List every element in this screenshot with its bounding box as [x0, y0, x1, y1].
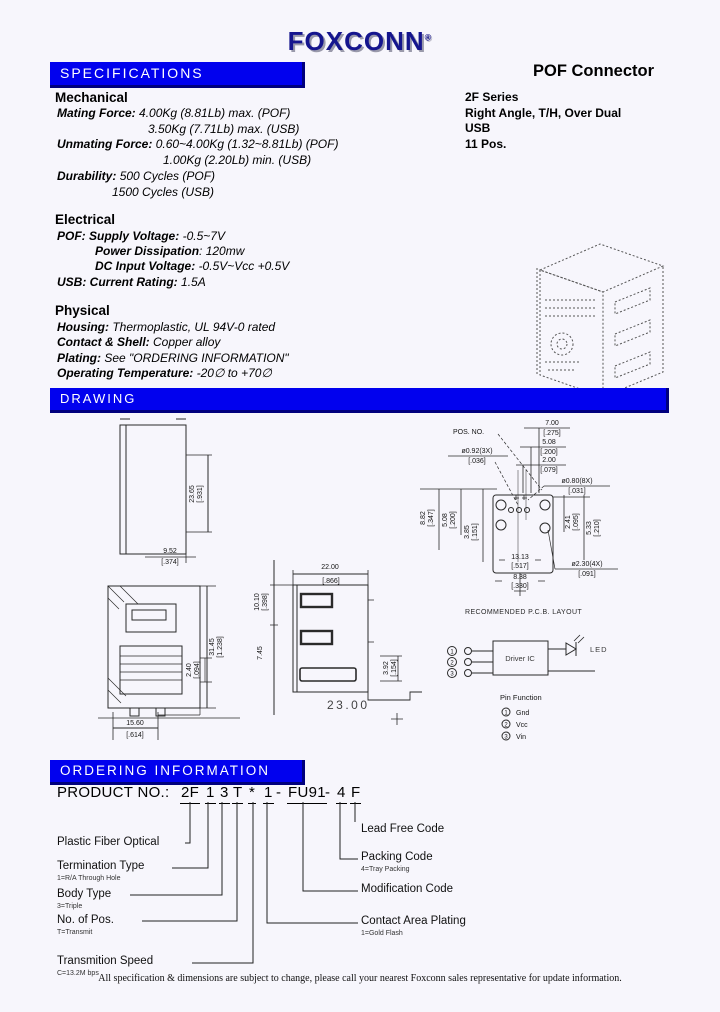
series-line: USB — [465, 121, 491, 135]
spec-value: -0.5~7V — [182, 229, 225, 243]
dim-label: [1.238] — [217, 636, 224, 658]
dim-label: [.374] — [161, 559, 179, 566]
registered-mark: ® — [424, 32, 433, 43]
code-segment: 1 — [205, 784, 216, 804]
led-label: LED — [590, 645, 608, 654]
dim-label: 2.00 — [542, 457, 556, 464]
mechanical-heading: Mechanical — [55, 90, 128, 105]
pos-no-label: POS. NO. — [453, 429, 485, 436]
dim-label: ø2.30(4X) — [571, 561, 603, 568]
ordering-field-label: Body Type — [57, 888, 112, 900]
dim-label: 31.45 — [209, 638, 216, 656]
spec-value: 3.50Kg (7.71Lb) max. (USB) — [148, 122, 300, 136]
ordering-field-label: Plastic Fiber Optical — [57, 836, 160, 848]
spec-value: 1500 Cycles (USB) — [112, 185, 215, 199]
ordering-field-sub: 3=Triple — [57, 903, 83, 910]
spec-line — [148, 122, 299, 136]
dim-label: [.091] — [578, 571, 596, 578]
spec-label: DC Input Voltage: — [95, 259, 196, 273]
code-separator: - — [276, 784, 282, 801]
dim-label: 13.13 — [511, 554, 529, 561]
dim-label: 23.65 — [189, 485, 196, 503]
pcb-footprint-outline — [493, 495, 553, 573]
spec-line — [57, 351, 289, 365]
dim-label: [.200] — [540, 449, 558, 456]
pin-number: 3 — [504, 734, 508, 741]
ordering-field-sub: T=Transmit — [57, 929, 93, 936]
spec-line — [57, 106, 290, 120]
foxconn-logo — [0, 26, 720, 57]
spec-label: Contact & Shell: — [57, 335, 150, 349]
footer-disclaimer: All specification & dimensions are subject to change, please call your nearest Foxconn sales representative for update information. — [98, 973, 622, 984]
spec-label: POF: Supply Voltage: — [57, 229, 180, 243]
dim-label: 5.33 — [586, 521, 593, 535]
spec-line — [57, 275, 206, 289]
code-segment: 3 — [219, 784, 230, 804]
ordering-banner — [50, 760, 305, 785]
ordering-banner-label: ORDERING INFORMATION — [60, 763, 270, 778]
spec-value: : 120mw — [199, 244, 245, 258]
code-segment: FU91 — [287, 784, 327, 804]
dim-label: 2.41 — [565, 515, 572, 529]
code-segment: F — [350, 784, 361, 804]
pin-name: Vin — [516, 734, 526, 741]
spec-line — [57, 169, 215, 183]
side-profile-outline — [120, 425, 186, 554]
pin-number: 1 — [450, 649, 454, 656]
code-segment: 2F — [180, 784, 200, 804]
pin-name: Gnd — [516, 710, 530, 717]
ordering-field-sub: 1=R/A Through Hole — [57, 875, 121, 882]
dim-label: 5.08 — [442, 513, 449, 527]
series-line: Right Angle, T/H, Over Dual — [465, 105, 622, 120]
series-info — [465, 90, 621, 152]
code-segment: * — [248, 784, 256, 804]
logo-text: FOXCONN — [287, 26, 425, 56]
dim-label: [.154] — [391, 659, 398, 677]
spec-line — [95, 259, 289, 273]
drawing-banner-label: DRAWING — [60, 391, 137, 406]
pin-number: 1 — [504, 710, 508, 717]
spec-value: 1.00Kg (2.20Lb) min. (USB) — [163, 153, 312, 167]
pin-name: Vcc — [516, 722, 528, 729]
spec-line — [57, 335, 220, 349]
series-line: 11 Pos. — [465, 136, 507, 151]
code-separator: - — [325, 784, 331, 801]
product-no-label: PRODUCT NO.: — [57, 784, 170, 801]
dim-label: ø0.92(3X) — [461, 448, 493, 455]
ordering-field-label: Transmition Speed — [57, 955, 154, 967]
ordering-field-label: Modification Code — [361, 883, 454, 895]
dim-label: [.031] — [568, 488, 586, 495]
spec-value: -0.5V~Vcc +0.5V — [198, 259, 290, 273]
dim-label: 8.82 — [420, 511, 427, 525]
spec-value: 500 Cycles (POF) — [119, 169, 216, 183]
pcb-layout-caption: RECOMMENDED P.C.B. LAYOUT — [465, 609, 583, 616]
spec-value: Thermoplastic, UL 94V-0 rated — [112, 320, 276, 334]
pin-number: 2 — [450, 660, 454, 667]
spec-label: Power Dissipation — [95, 244, 200, 258]
ordering-field-sub: 4=Tray Packing — [361, 866, 410, 873]
pin-number: 3 — [450, 671, 454, 678]
dim-label: [.866] — [322, 578, 340, 585]
specifications-banner — [50, 62, 305, 88]
dim-label: [.200] — [450, 511, 457, 529]
product-title: POF Connector — [533, 62, 655, 80]
spec-label: Housing: — [57, 320, 109, 334]
dim-label: 5.08 — [542, 439, 556, 446]
dim-label: 7.00 — [545, 420, 559, 427]
dim-label: 15.60 — [126, 720, 144, 727]
spec-value: Copper alloy — [153, 335, 221, 349]
connector-isometric-sketch — [500, 222, 700, 392]
spec-line — [57, 366, 272, 380]
dim-label: ø0.80(8X) — [561, 478, 593, 485]
ordering-field-label: Lead Free Code — [361, 823, 445, 835]
spec-value: 0.60~4.00Kg (1.32~8.81Lb) (POF) — [155, 137, 339, 151]
physical-heading: Physical — [55, 303, 110, 318]
code-segment: 1 — [263, 784, 274, 804]
spec-line — [57, 229, 225, 243]
spec-label: Mating Force: — [57, 106, 136, 120]
dim-label: [.151] — [472, 523, 479, 541]
dim-label: 22.00 — [321, 564, 339, 571]
technical-drawing — [50, 410, 690, 755]
spec-value: See "ORDERING INFORMATION" — [104, 351, 289, 365]
ordering-field-label: Packing Code — [361, 851, 433, 863]
electrical-heading: Electrical — [55, 212, 116, 227]
dim-label: [.210] — [594, 519, 601, 537]
dim-label: 9.52 — [163, 548, 177, 555]
pin-number: 2 — [504, 722, 508, 729]
pin-function-title: Pin Function — [500, 693, 542, 702]
spec-value: 1.5A — [181, 275, 206, 289]
spec-label: Operating Temperature: — [57, 366, 194, 380]
dim-label: [.094] — [194, 661, 201, 679]
driver-ic-label: Driver IC — [505, 654, 535, 663]
dim-label: [.079] — [540, 467, 558, 474]
spec-line — [112, 185, 214, 199]
dim-label: [.931] — [197, 485, 204, 503]
code-segment: 4 — [336, 784, 347, 804]
spec-label: Durability: — [57, 169, 117, 183]
spec-label: Unmating Force: — [57, 137, 153, 151]
dim-label: 2.40 — [186, 663, 193, 677]
spec-line — [163, 153, 311, 167]
ordering-field-label: Contact Area Plating — [361, 915, 466, 927]
dim-label: [.398] — [262, 593, 269, 611]
ordering-field-sub: 1=Gold Flash — [361, 930, 403, 937]
dim-label: [.095] — [573, 513, 580, 531]
dim-label: [.347] — [428, 509, 435, 527]
dim-label: 10.10 — [254, 593, 261, 611]
dim-label: [.275] — [543, 430, 561, 437]
ordering-field-sub: C=13.2M bps — [57, 970, 99, 977]
spec-label: Plating: — [57, 351, 101, 365]
ordering-field-label: Termination Type — [57, 860, 145, 872]
spec-line — [95, 244, 244, 258]
dim-label: 3.85 — [464, 525, 471, 539]
spec-line — [57, 320, 275, 334]
dim-label-degraded: 23.00 — [327, 698, 370, 712]
code-segment: T — [232, 784, 243, 804]
spec-line — [57, 137, 338, 151]
dim-label: [.036] — [468, 458, 486, 465]
spec-value: 4.00Kg (8.81Lb) max. (POF) — [139, 106, 291, 120]
series-line: 2F Series — [465, 90, 519, 104]
dim-label: [.517] — [511, 563, 529, 570]
dim-label: [.614] — [126, 732, 144, 739]
dim-label: 7.45 — [257, 646, 264, 660]
dim-label: 3.92 — [383, 661, 390, 675]
spec-label: USB: Current Rating: — [57, 275, 178, 289]
dim-label: [.330] — [511, 583, 529, 590]
dim-label: 8.38 — [513, 574, 527, 581]
specifications-banner-label: SPECIFICATIONS — [60, 65, 204, 81]
ordering-field-label: No. of Pos. — [57, 914, 114, 926]
spec-value: -20∅ to +70∅ — [196, 366, 272, 380]
